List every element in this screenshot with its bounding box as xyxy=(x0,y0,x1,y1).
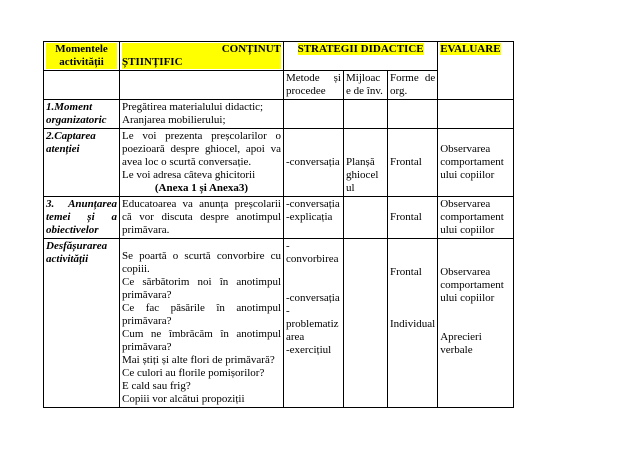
subheader-forme: Forme de org. xyxy=(388,71,438,100)
header-continut: CONȚINUT ȘTIINȚIFIC xyxy=(120,42,284,71)
moment-cell: 1.Moment organizatoric xyxy=(44,100,120,129)
metode-cell: -conversația xyxy=(284,129,344,197)
subheader-metode: Metode și procedee xyxy=(284,71,344,100)
moment-cell: 2.Captarea atenției xyxy=(44,129,120,197)
continut-cell: Pregătirea materialului didactic; Aranjarea mobilierului; xyxy=(120,100,284,129)
table-row xyxy=(44,100,514,129)
continut-cell: Educatoarea va anunța preșcolarii că vor discuta despre anotimpul primăvara. xyxy=(120,197,284,239)
lesson-plan-table xyxy=(43,41,514,408)
evaluare-cell: Observarea comportament ului copiilor Aprecieri verbale xyxy=(438,239,514,408)
subheader-mijloace: Mijloac e de înv. xyxy=(344,71,388,100)
table-row xyxy=(44,197,514,239)
header-row xyxy=(44,42,514,71)
header-momentele-cont xyxy=(44,71,120,100)
continut-cell: Le voi prezenta preșcolarilor o poezioară despre ghiocel, apoi va avea loc o scurtă conversație. Le voi adresa câteva ghicitorii (Anexa 1 și Anexa3) xyxy=(120,129,284,197)
forme-cell: Frontal xyxy=(388,197,438,239)
moment-cell: Desfășurarea activității xyxy=(44,239,120,408)
forme-cell: Frontal Individual xyxy=(388,239,438,408)
mijloace-cell xyxy=(344,100,388,129)
evaluare-cell xyxy=(438,100,514,129)
header-momentele: Momentele activității xyxy=(44,42,120,71)
moment-cell: 3. Anunțarea temei și a obiectivelor xyxy=(44,197,120,239)
evaluare-cell: Observarea comportament ului copiilor xyxy=(438,129,514,197)
header-evaluare: EVALUARE xyxy=(438,42,514,100)
table-row xyxy=(44,239,514,408)
header-strategii: STRATEGII DIDACTICE xyxy=(284,42,438,71)
evaluare-cell: Observarea comportament ului copiilor xyxy=(438,197,514,239)
mijloace-cell xyxy=(344,239,388,408)
metode-cell: -convorbirea -conversația -problematiz area -exercițiul xyxy=(284,239,344,408)
mijloace-cell xyxy=(344,197,388,239)
forme-cell xyxy=(388,100,438,129)
continut-cell: Se poartă o scurtă convorbire cu copiii. Ce sărbătorim noi în anotimpul primăvara? Ce fac păsările în anotimpul primăvara? Cum ne îmbrăcăm în anotimpul primăvara? Mai știți și alte flori de primăvară? Ce culori au florile pomișorilor? E cald sau frig? Copiii vor alcătui propoziții xyxy=(120,239,284,408)
metode-cell: -conversația -explicația xyxy=(284,197,344,239)
metode-cell xyxy=(284,100,344,129)
header-continut-cont xyxy=(120,71,284,100)
table-row xyxy=(44,129,514,197)
mijloace-cell: Planșă ghiocel ul xyxy=(344,129,388,197)
forme-cell: Frontal xyxy=(388,129,438,197)
